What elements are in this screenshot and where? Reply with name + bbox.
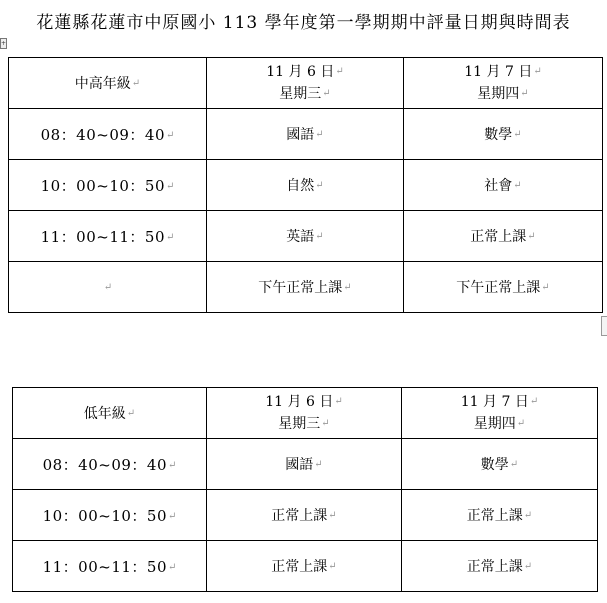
paragraph-mark-icon: ↵: [314, 459, 323, 470]
day2-subject-cell: [404, 109, 603, 160]
paragraph-mark-icon: ↵: [523, 561, 533, 572]
time-cell: [13, 541, 207, 592]
time-cell: [13, 439, 207, 490]
day2-subject-cell: [402, 439, 598, 490]
paragraph-mark-icon: ↵: [126, 408, 136, 419]
subject: 數學: [480, 457, 509, 473]
table-move-handle-icon[interactable]: +: [1, 40, 7, 47]
table-row: [9, 109, 603, 160]
subject: 正常上課: [466, 508, 523, 524]
subject: 國語: [285, 457, 314, 473]
paragraph-mark-icon: ↵: [166, 180, 175, 192]
paragraph-mark-icon: ↵: [166, 129, 175, 141]
time-cell: [9, 262, 207, 313]
table-resize-handle-icon[interactable]: [601, 316, 607, 336]
paragraph-mark-icon: ↵: [335, 66, 344, 77]
paragraph-mark-icon: ↵: [334, 396, 343, 407]
table-header-row: [9, 58, 603, 109]
subject: 自然: [286, 178, 315, 194]
day1-weekday: 星期三: [279, 86, 322, 102]
time-slot: 10：00~10：50: [40, 176, 166, 195]
paragraph-mark-icon: ↵: [516, 418, 526, 429]
day2-weekday: 星期四: [477, 86, 520, 102]
paragraph-mark-icon: ↵: [103, 282, 113, 293]
subject: 下午正常上課: [258, 280, 343, 296]
upper-grade-schedule-table: [8, 57, 603, 313]
time-slot: 10：00~10：50: [42, 506, 168, 525]
paragraph-mark-icon: ↵: [322, 88, 331, 99]
day1-subject-cell: [207, 262, 404, 313]
table-row: [13, 490, 598, 541]
paragraph-mark-icon: ↵: [315, 129, 324, 140]
time-slot: 08：40~09：40: [42, 455, 168, 474]
table-row: [13, 439, 598, 490]
table-row: [13, 541, 598, 592]
day2-header-cell: [402, 388, 598, 439]
day2-header-cell: [404, 58, 603, 109]
document-title: 花蓮縣花蓮市中原國小 113 學年度第一學期期中評量日期與時間表: [36, 13, 571, 33]
paragraph-mark-icon: ↵: [315, 231, 324, 242]
time-slot: 11：00~11：50: [40, 227, 166, 246]
day1-subject-cell: [207, 439, 402, 490]
day1-subject-cell: [207, 490, 402, 541]
paragraph-mark-icon: ↵: [527, 231, 536, 242]
day2-date: 11 月 7 日: [460, 394, 529, 410]
subject: 數學: [484, 127, 513, 143]
day1-header-cell: [207, 388, 402, 439]
paragraph-mark-icon: ↵: [513, 180, 522, 191]
day2-subject-cell: [404, 211, 603, 262]
day1-date: 11 月 6 日: [265, 394, 334, 410]
day1-date: 11 月 6 日: [266, 64, 335, 80]
table-row: [9, 262, 603, 313]
time-slot: 08：40~09：40: [40, 125, 166, 144]
paragraph-mark-icon: ↵: [529, 396, 539, 407]
paragraph-mark-icon: ↵: [131, 78, 141, 89]
paragraph-mark-icon: ↵: [343, 282, 352, 293]
paragraph-mark-icon: ↵: [541, 282, 550, 293]
table-row: [9, 160, 603, 211]
day2-subject-cell: [404, 262, 603, 313]
paragraph-mark-icon: ↵: [168, 459, 177, 471]
time-cell: [9, 211, 207, 262]
paragraph-mark-icon: ↵: [520, 88, 529, 99]
paragraph-mark-icon: ↵: [533, 66, 542, 77]
day2-subject-cell: [402, 490, 598, 541]
subject: 正常上課: [271, 559, 328, 575]
paragraph-mark-icon: ↵: [509, 459, 519, 470]
paragraph-mark-icon: ↵: [168, 510, 177, 522]
grade-label: 中高年級: [74, 76, 131, 92]
subject: 英語: [286, 229, 315, 245]
time-cell: [13, 490, 207, 541]
table-row: [9, 211, 603, 262]
paragraph-mark-icon: ↵: [328, 561, 337, 572]
paragraph-mark-icon: ↵: [328, 510, 337, 521]
day2-weekday: 星期四: [473, 416, 516, 432]
day2-date: 11 月 7 日: [464, 64, 533, 80]
subject: 正常上課: [470, 229, 527, 245]
day2-subject-cell: [402, 541, 598, 592]
paragraph-mark-icon: ↵: [315, 180, 324, 191]
time-cell: [9, 109, 207, 160]
grade-label: 低年級: [83, 406, 126, 422]
grade-header-cell: [9, 58, 207, 109]
day1-subject-cell: [207, 211, 404, 262]
paragraph-mark-icon: ↵: [321, 418, 330, 429]
time-cell: [9, 160, 207, 211]
day1-subject-cell: [207, 160, 404, 211]
subject: 下午正常上課: [456, 280, 541, 296]
time-slot: 11：00~11：50: [42, 557, 168, 576]
paragraph-mark-icon: ↵: [523, 510, 533, 521]
subject: 正常上課: [466, 559, 523, 575]
grade-header-cell: [13, 388, 207, 439]
paragraph-mark-icon: ↵: [168, 561, 177, 573]
subject: 正常上課: [271, 508, 328, 524]
day1-header-cell: [207, 58, 404, 109]
paragraph-mark-icon: ↵: [166, 231, 175, 243]
paragraph-mark-icon: ↵: [513, 129, 522, 140]
day1-weekday: 星期三: [278, 416, 321, 432]
table-header-row: [13, 388, 598, 439]
day1-subject-cell: [207, 109, 404, 160]
subject: 國語: [286, 127, 315, 143]
day1-subject-cell: [207, 541, 402, 592]
day2-subject-cell: [404, 160, 603, 211]
lower-grade-schedule-table: [12, 387, 598, 592]
subject: 社會: [484, 178, 513, 194]
